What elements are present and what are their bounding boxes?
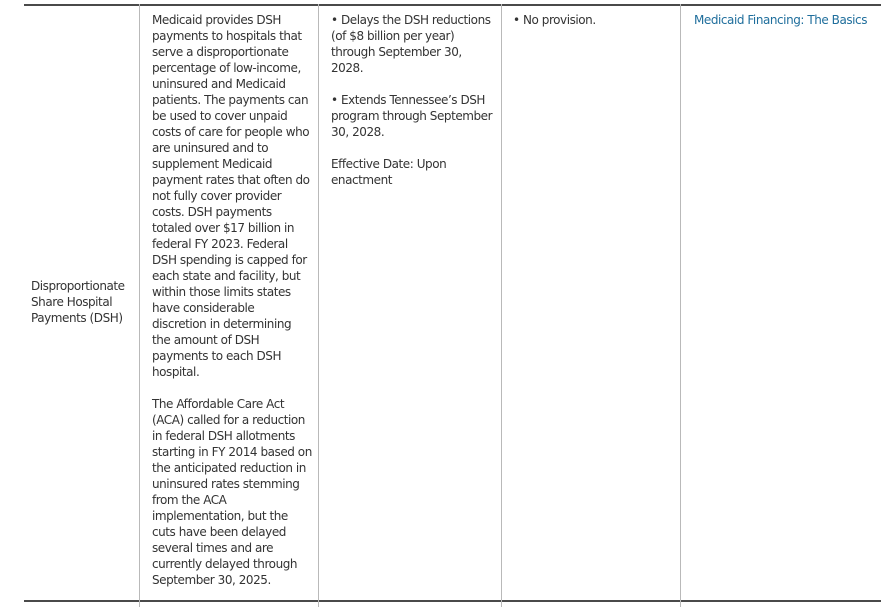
provision-item: • Delays the DSH reductions (of $8 billion per year) through September 30, 2028.	[331, 13, 491, 75]
topic-label: Disproportionate Share Hospital Payments (DSH)	[31, 279, 125, 325]
effective-date: Effective Date: Upon enactment	[331, 157, 447, 187]
paragraph-spacer	[331, 76, 495, 92]
senate-provisions-cell	[513, 12, 673, 28]
resources-cell	[694, 12, 881, 28]
paragraph-spacer	[152, 380, 312, 396]
column-divider	[501, 4, 502, 607]
background-paragraph: Medicaid provides DSH payments to hospitals that serve a disproportionate percentage of low-income, uninsured and Medicaid patients. The payments can be used to cover unpaid costs of care for people who are uninsured and to supplement Medicaid payment rates that often do not fully cover provider costs. DSH payments totaled over $17 billion in federal FY 2023. Federal DSH spending is capped for each state and facility, but within those limits states have considerable discretion in determining the amount of DSH payments to each DSH hospital.	[152, 13, 310, 379]
background-cell	[152, 12, 312, 588]
house-provisions-cell	[331, 12, 495, 188]
provision-item: • No provision.	[513, 13, 596, 27]
column-divider	[680, 4, 681, 607]
medicaid-financing-link[interactable]: Medicaid Financing: The Basics	[694, 13, 867, 27]
column-divider	[318, 4, 319, 607]
column-divider	[139, 4, 140, 607]
paragraph-spacer	[331, 140, 495, 156]
topic-cell	[31, 278, 136, 326]
background-paragraph: The Affordable Care Act (ACA) called for a reduction in federal DSH allotments starting in FY 2014 based on the anticipated reduction in uninsured rates stemming from the ACA implementation, but the cuts have been delayed several times and are currently delayed through September 30, 2025.	[152, 397, 312, 587]
provision-item: • Extends Tennessee’s DSH program through September 30, 2028.	[331, 93, 493, 139]
